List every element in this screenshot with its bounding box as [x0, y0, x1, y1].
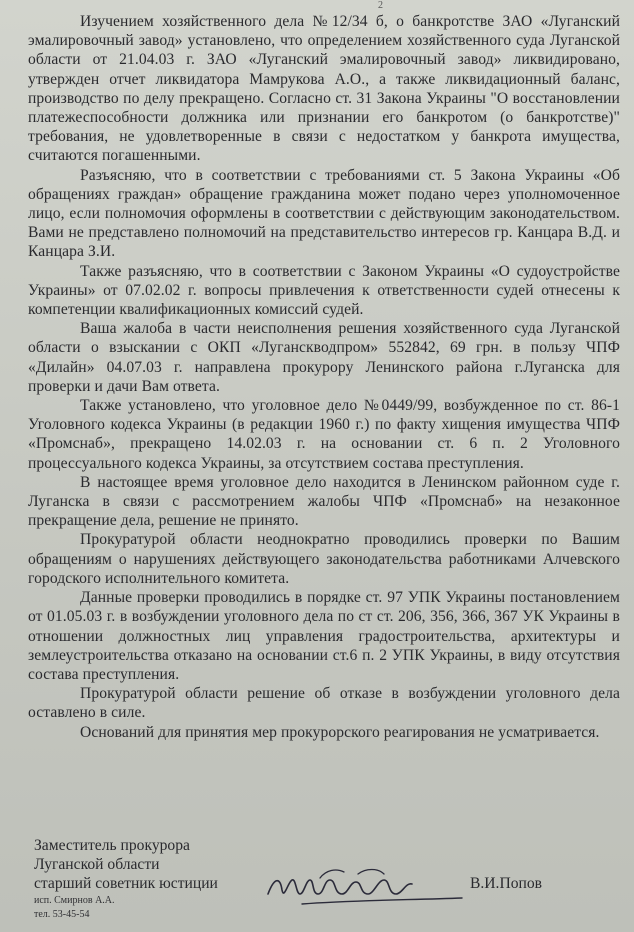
paragraph-case-in-court: В настоящее время уголовное дело находится в Ленинском районном суде г. Луганска в связи с рассмотрением жалобы ЧПФ «Промснаб» на незаконное прекращение дела, решение не принято.	[28, 473, 620, 530]
executor-name: исп. Смирнов А.А.	[34, 894, 115, 906]
paragraph-judges-liability: Также разъясняю, что в соответствии с Законом Украины «О судоустройстве Украины» от 07.02.02 г. вопросы привлечения к ответственности судей отнесены к компетенции квалификационных комиссий судей.	[28, 262, 620, 319]
signature-block	[34, 836, 594, 926]
signer-title-line-3: старший советник юстиции	[34, 875, 218, 893]
signer-title-line-2: Луганской области	[34, 856, 160, 874]
paragraph-inspections: Прокуратурой области неоднократно проводились проверки по Вашим обращениям о нарушениях действующего законодательства работниками Алчевского городского исполнительного комитета.	[28, 531, 620, 587]
paragraph-authority-explanation: Разъясняю, что в соответствии с требованиями ст. 5 Закона Украины «Об обращениях граждан» обращение гражданина может подано через уполномоченное лицо, если полномочия оформлены в соответствии с действующим законодательством. Вами не представлено полномочий на представительство интересов гр. Канцара В.Д. и Канцара З.И.	[28, 166, 620, 261]
paragraph-criminal-case-closed: Также установлено, что уголовное дело №0449/99, возбужденное по ст. 86-1 Уголовного кодекса Украины (в редакции 1960 г.) по факту хищения имущества ЧПФ «Промснаб», прекращено 14.02.03 г. на основании ст. 6 п. 2 Уголовного процессуального кодекса Украины, за отсутствием состава преступления.	[28, 397, 620, 472]
paragraph-inspection-result: Данные проверки проводились в порядке ст. 97 УПК Украины постановлением от 01.05.03 г. в возбуждении уголовного дела по ст ст. 206, 356, 366, 367 УК Украины в отношении должностных лиц управления градостроительства, архитектуры и землеустроительства отказано на основании ст.6 п. 2 УПК Украины, в виду отсутствия состава преступления.	[28, 589, 620, 683]
letter-body	[28, 12, 620, 742]
paragraph-complaint-forwarded: Ваша жалоба в части неисполнения решения хозяйственного суда Луганской области о взыскании с ОКП «Луганскводпром» 552842, 69 грн. в пользу ЧПФ «Дилайн» 04.07.03 г. направлена прокурору Ленинского района г.Луганска для проверки и дачи Вам ответа.	[28, 320, 620, 395]
executor-phone: тел. 53-45-54	[34, 908, 90, 920]
handwritten-signature	[262, 860, 468, 910]
paragraph-no-grounds: Оснований для принятия мер прокурорского реагирования не усматривается.	[80, 723, 600, 741]
signer-title-line-1: Заместитель прокурора	[34, 837, 190, 854]
paragraph-bankruptcy-case: Изучением хозяйственного дела №12/34 б, о банкротстве ЗАО «Луганский эмалировочный завод» установлено, что определением хозяйственного суда Луганской области от 21.04.03 г. ЗАО «Луганский эмалировочный завод» ликвидировано, утвержден отчет ликвидатора Мамрукова А.О., а также ликвидационный баланс, производство по делу прекращено. Согласно ст. 31 Закона Украины "О восстановлении платежеспособности должника или признании его банкротом (о банкротстве)" требования, не удовлетворенные в связи с недостатком у банкрота имущества, считаются погашенными.	[28, 13, 620, 165]
paragraph-refusal-upheld: Прокуратурой области решение об отказе в возбуждении уголовного дела оставлено в силе.	[28, 685, 620, 722]
signer-name: В.И.Попов	[470, 875, 543, 892]
page-mark: 2	[378, 0, 383, 11]
